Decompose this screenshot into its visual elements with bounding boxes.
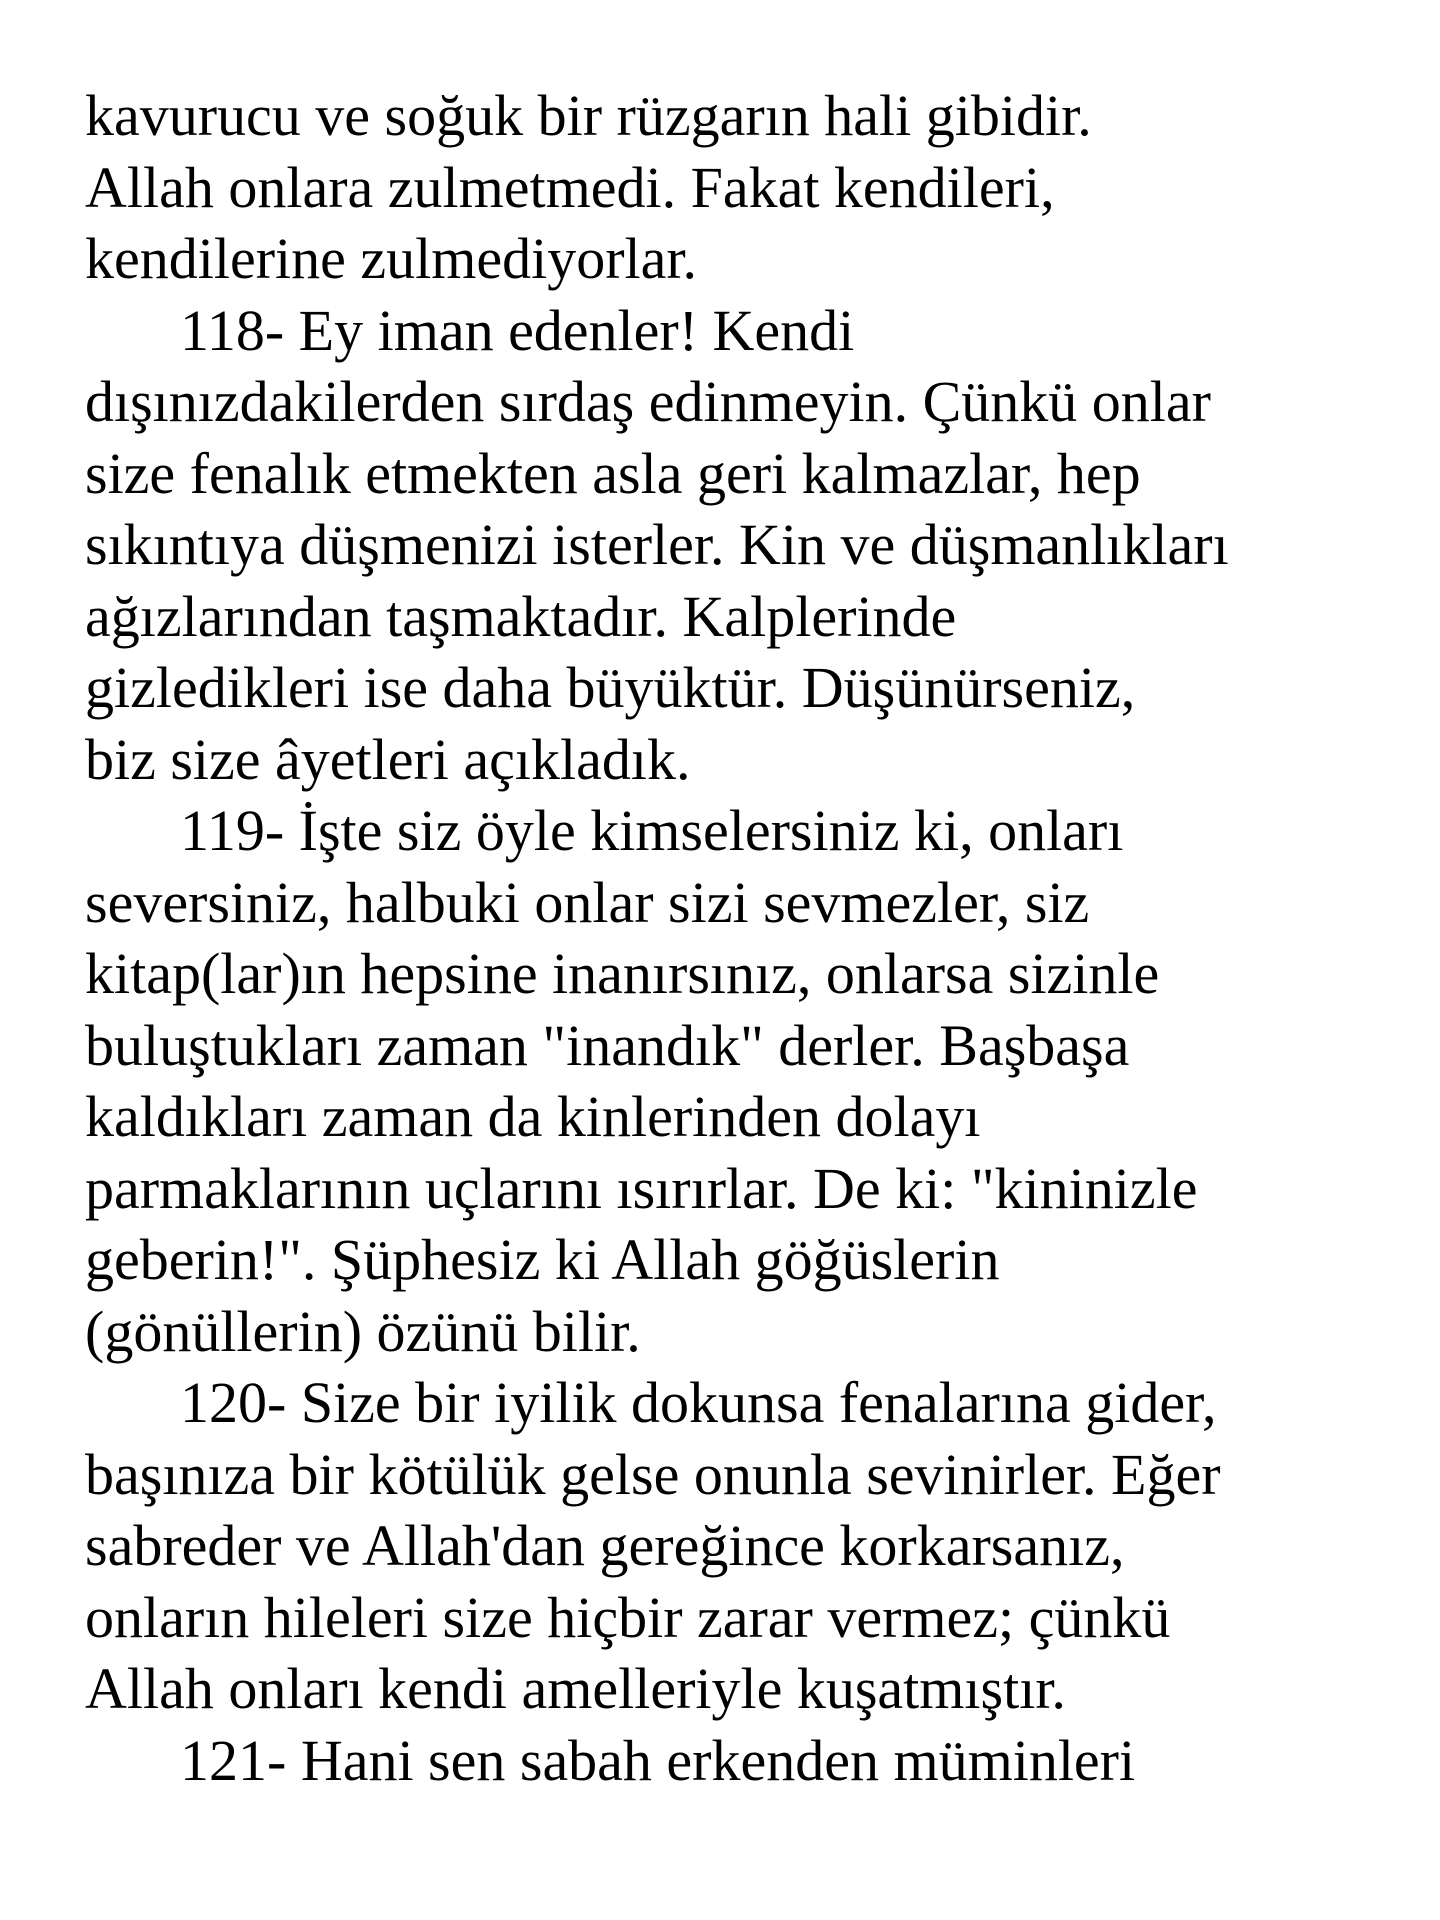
text-line: (gönüllerin) özünü bilir. — [85, 1298, 641, 1364]
text-line: dışınızdakilerden sırdaş edinmeyin. Çünkü onlar — [85, 369, 1211, 434]
verse-119-start: 119- İşte siz öyle kimselersiniz ki, onları — [180, 798, 1124, 863]
text-line: sabreder ve Allah'dan gereğince korkarsanız, — [85, 1513, 1125, 1578]
text-line: buluştukları zaman "inandık" derler. Başbaşa — [85, 1012, 1130, 1078]
text-line: kitap(lar)ın hepsine inanırsınız, onlarsa sizinle — [85, 941, 1160, 1006]
text-line: ağızlarından taşmaktadır. Kalplerinde — [85, 583, 957, 649]
text-line: gizledikleri ise daha büyüktür. Düşünürseniz, — [85, 655, 1136, 720]
text-line: seversiniz, halbuki onlar sizi sevmezler, siz — [85, 869, 1090, 935]
verse-121-start: 121- Hani sen sabah erkenden müminleri — [180, 1727, 1136, 1793]
text-line: başınıza bir kötülük gelse onunla sevinirler. Eğer — [85, 1441, 1221, 1507]
text-line: Allah onları kendi amelleriyle kuşatmıştır. — [85, 1656, 1066, 1721]
text-line: kaldıkları zaman da kinlerinden dolayı — [85, 1084, 981, 1149]
verse-120-start: 120- Size bir iyilik dokunsa fenalarına gider, — [180, 1370, 1217, 1435]
text-line: geberin!". Şüphesiz ki Allah göğüslerin — [85, 1227, 1000, 1292]
text-line: parmaklarının uçlarını ısırırlar. De ki: "kininizle — [85, 1155, 1198, 1221]
text-line: biz size âyetleri açıkladık. — [85, 726, 691, 792]
text-line: size fenalık etmekten asla geri kalmazlar, hep — [85, 440, 1141, 506]
text-line: sıkıntıya düşmenizi isterler. Kin ve düşmanlıkları — [85, 512, 1229, 577]
text-line: Allah onlara zulmetmedi. Fakat kendileri, — [85, 154, 1055, 220]
text-line: onların hileleri size hiçbir zarar vermez; çünkü — [85, 1584, 1171, 1650]
document-page — [85, 80, 1405, 1796]
verse-118-start: 118- Ey iman edenler! Kendi — [180, 297, 855, 363]
text-line: kavurucu ve soğuk bir rüzgarın hali gibidir. — [85, 83, 1092, 148]
text-line: kendilerine zulmediyorlar. — [85, 226, 698, 291]
